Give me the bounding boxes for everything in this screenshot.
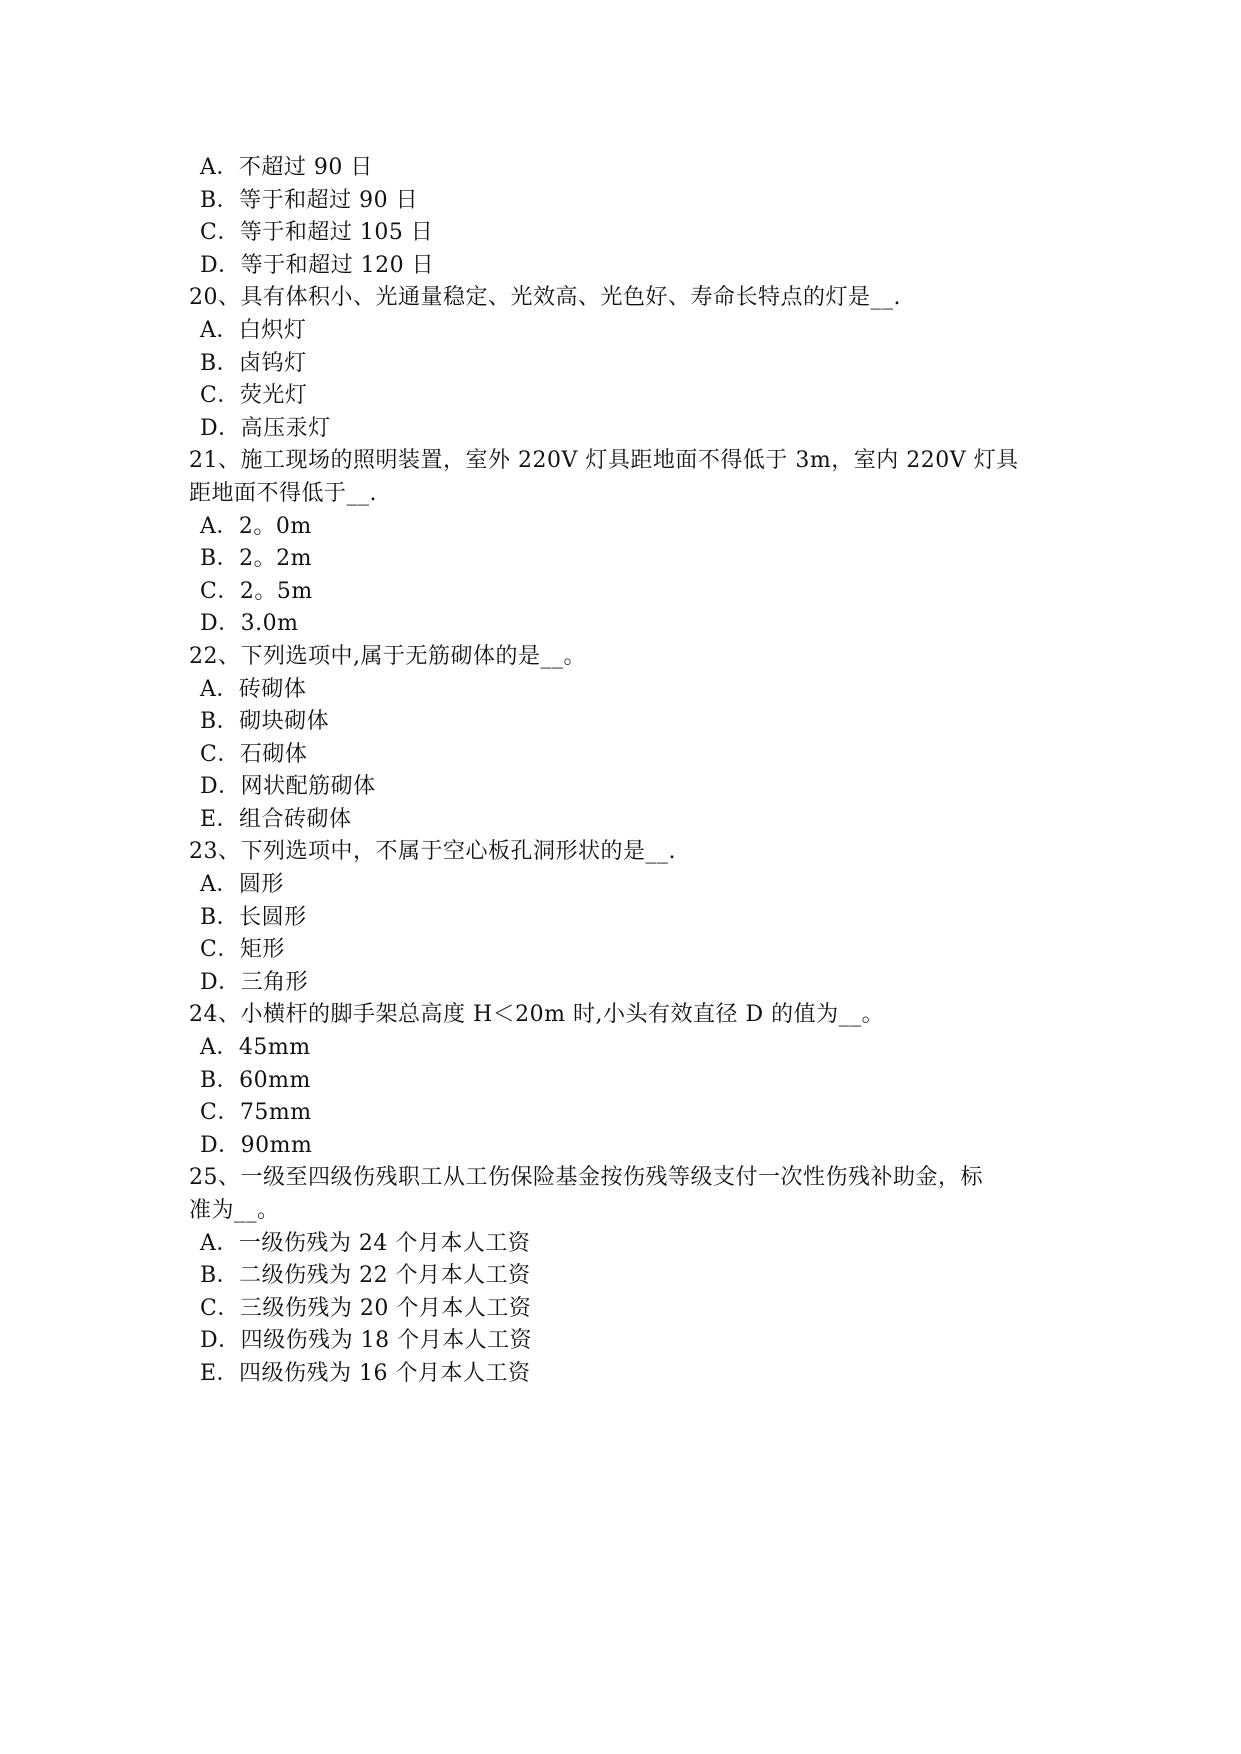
option-line: A．白炽灯 [200,317,307,343]
option-line: A．45mm [200,1035,311,1061]
option-line: C．石砌体 [200,741,308,767]
option-line: E．四级伤残为 16 个月本人工资 [200,1360,531,1386]
option-line: B．长圆形 [200,904,307,930]
option-line: B．等于和超过 90 日 [200,187,419,213]
option-line: D．3.0m [200,611,299,637]
option-line: D．高压汞灯 [200,415,331,441]
option-line: A．2。0m [200,513,312,539]
question-25-continued: 准为__。 [189,1198,280,1223]
option-line: C．2。5m [200,578,313,604]
option-line: D．三角形 [200,969,309,995]
option-line: B．卤钨灯 [200,350,307,376]
option-line: C．等于和超过 105 日 [200,220,434,246]
option-line: C．75mm [200,1100,312,1126]
option-line: C．荧光灯 [200,383,308,409]
question-22: 22、下列选项中,属于无筋砌体的是__。 [189,643,586,669]
option-line: B．砌块砌体 [200,709,330,735]
option-line: C．矩形 [200,937,285,963]
question-25: 25、一级至四级伤残职工从工伤保险基金按伤残等级支付一次性伤残补助金，标 [189,1165,983,1191]
question-24: 24、小横杆的脚手架总高度 H＜20m 时,小头有效直径 D 的值为__。 [189,1002,885,1028]
option-line: C．三级伤残为 20 个月本人工资 [200,1295,532,1321]
document-content [189,152,1059,1391]
option-line: D．等于和超过 120 日 [200,252,435,278]
option-line: D．90mm [200,1132,313,1158]
option-line: B．60mm [200,1067,311,1093]
option-line: D．网状配筋砌体 [200,774,376,800]
option-line: A．砖砌体 [200,676,307,702]
option-line: A．不超过 90 日 [200,155,373,180]
question-21: 21、施工现场的照明装置，室外 220V 灯具距地面不得低于 3m，室内 220V 灯具 [189,448,1019,474]
option-line: E．组合砖砌体 [200,806,352,832]
question-21-continued: 距地面不得低于__. [189,480,377,506]
option-line: B．2。2m [200,546,313,572]
option-line: B．二级伤残为 22 个月本人工资 [200,1263,531,1289]
option-line: D．四级伤残为 18 个月本人工资 [200,1328,533,1354]
option-line: A．一级伤残为 24 个月本人工资 [200,1230,531,1256]
question-20: 20、具有体积小、光通量稳定、光效高、光色好、寿命长特点的灯是__. [189,285,901,311]
option-line: A．圆形 [200,872,284,898]
question-23: 23、下列选项中，不属于空心板孔洞形状的是__. [189,839,676,865]
